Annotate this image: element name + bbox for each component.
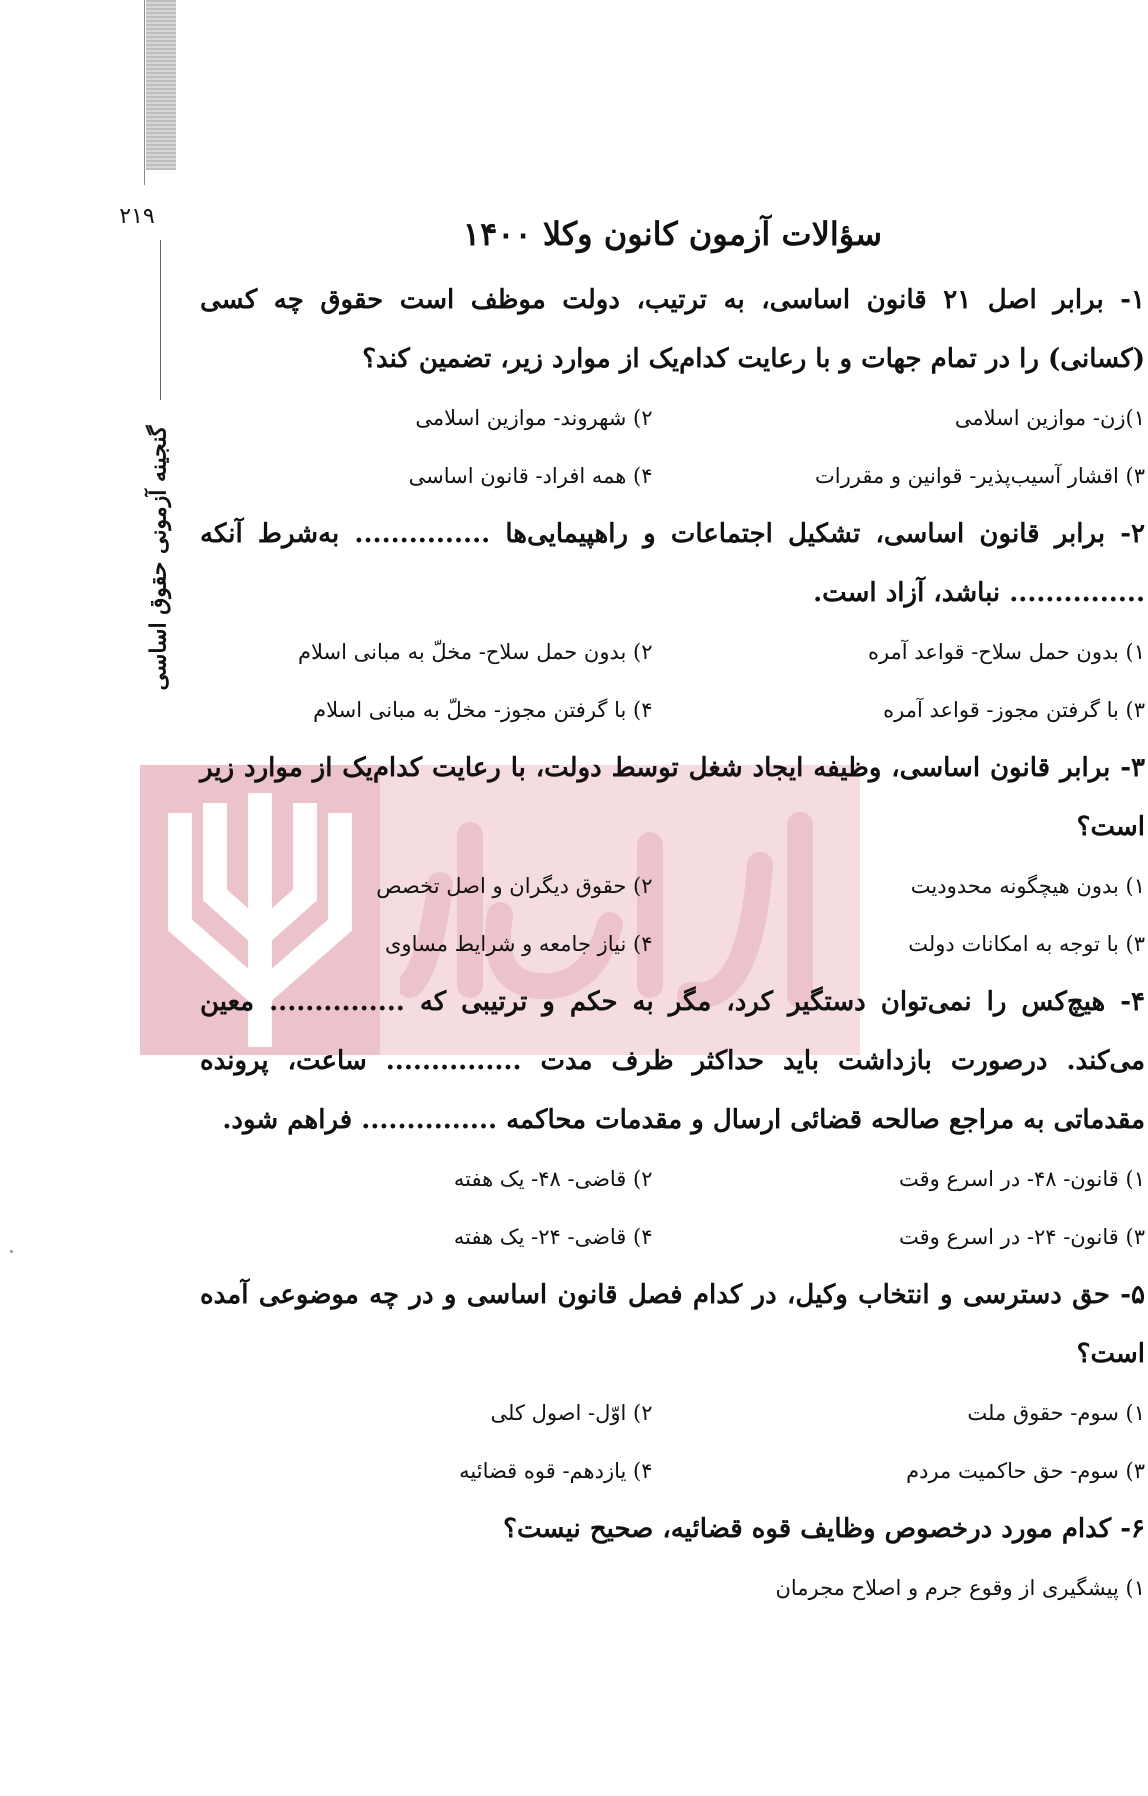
option-4: ۴) یازدهم- قوه قضائیه	[459, 1459, 653, 1483]
option-4: ۴) همه افراد- قانون اساسی	[408, 464, 653, 488]
option-2: ۲) قاضی- ۴۸- یک هفته	[453, 1167, 653, 1191]
option-1: ۱)زن- موازین اسلامی	[954, 406, 1145, 430]
option-3: ۳) سوم- حق حاکمیت مردم	[906, 1459, 1145, 1483]
option-2: ۲) بدون حمل سلاح- مخلّ به مبانی اسلام	[297, 640, 653, 664]
question-2	[200, 505, 1145, 739]
answer-options	[200, 623, 1145, 739]
answer-options	[200, 1150, 1145, 1266]
option-3: ۳) اقشار آسیب‌پذیر- قوانین و مقررات	[814, 464, 1145, 488]
page-title: سؤالات آزمون کانون وکلا ۱۴۰۰	[462, 215, 883, 253]
scan-speck	[10, 1250, 13, 1253]
answer-options	[200, 1559, 1145, 1617]
page-content	[200, 215, 1145, 1617]
question-text: ۱- برابر اصل ۲۱ قانون اساسی، به ترتیب، دولت موظف است حقوق چه کسی (کسانی) را در تمام جهات و با رعایت کدام‌یک از موارد زیر، تضمین کند؟	[200, 285, 1145, 374]
question-text: ۲- برابر قانون اساسی، تشکیل اجتماعات و راهپیمایی‌ها ............... به‌شرط آنکه ............... نباشد، آزاد است.	[200, 519, 1145, 608]
question-6	[200, 1500, 1145, 1617]
scan-edge-line	[144, 0, 145, 185]
option-4: ۴) قاضی- ۲۴- یک هفته	[453, 1225, 653, 1249]
question-text: ۶- کدام مورد درخصوص وظایف قوه قضائیه، صحیح نیست؟	[503, 1514, 1145, 1544]
option-1: ۱) بدون هیچگونه محدودیت	[910, 874, 1145, 898]
question-text: ۴- هیچ‌کس را نمی‌توان دستگیر کرد، مگر به حکم و ترتیبی که ............... معین می‌کند. درصورت بازداشت باید حداکثر ظرف مدت ............... ساعت، پرونده مقدماتی به مراجع صالحه قضائی ارسال و مقدمات محاکمه ............... فراهم شود.	[200, 987, 1145, 1135]
option-2: ۲) اوّل- اصول کلی	[490, 1401, 653, 1425]
option-1: ۱) قانون- ۴۸- در اسرع وقت	[898, 1167, 1145, 1191]
question-4	[200, 973, 1145, 1266]
option-1: ۱) پیشگیری از وقوع جرم و اصلاح مجرمان	[775, 1576, 1145, 1600]
answer-options	[200, 1384, 1145, 1500]
side-title	[138, 408, 178, 708]
option-3: ۳) قانون- ۲۴- در اسرع وقت	[898, 1225, 1145, 1249]
option-2: ۲) حقوق دیگران و اصل تخصص	[376, 874, 653, 898]
question-5	[200, 1266, 1145, 1500]
option-1: ۱) بدون حمل سلاح- قواعد آمره	[867, 640, 1145, 664]
answer-options	[200, 857, 1145, 973]
question-text: ۵- حق دسترسی و انتخاب وکیل، در کدام فصل قانون اساسی و در چه موضوعی آمده است؟	[200, 1280, 1145, 1369]
option-1: ۱) سوم- حقوق ملت	[967, 1401, 1145, 1425]
question-text: ۳- برابر قانون اساسی، وظیفه ایجاد شغل توسط دولت، با رعایت کدام‌یک از موارد زیر است؟	[200, 753, 1145, 842]
option-3: ۳) با توجه به امکانات دولت	[908, 932, 1145, 956]
question-3	[200, 739, 1145, 973]
option-4: ۴) با گرفتن مجوز- مخلّ به مبانی اسلام	[313, 698, 653, 722]
side-rule	[160, 240, 161, 400]
answer-options	[200, 389, 1145, 505]
side-title-text: گنجینه آزمونی حقوق اساسی	[145, 425, 171, 691]
page-number: ۲۱۹	[119, 204, 155, 229]
scan-edge-strip	[146, 0, 176, 170]
option-3: ۳) با گرفتن مجوز- قواعد آمره	[883, 698, 1145, 722]
option-2: ۲) شهروند- موازین اسلامی	[415, 406, 653, 430]
option-4: ۴) نیاز جامعه و شرایط مساوی	[385, 932, 653, 956]
question-1	[200, 271, 1145, 505]
